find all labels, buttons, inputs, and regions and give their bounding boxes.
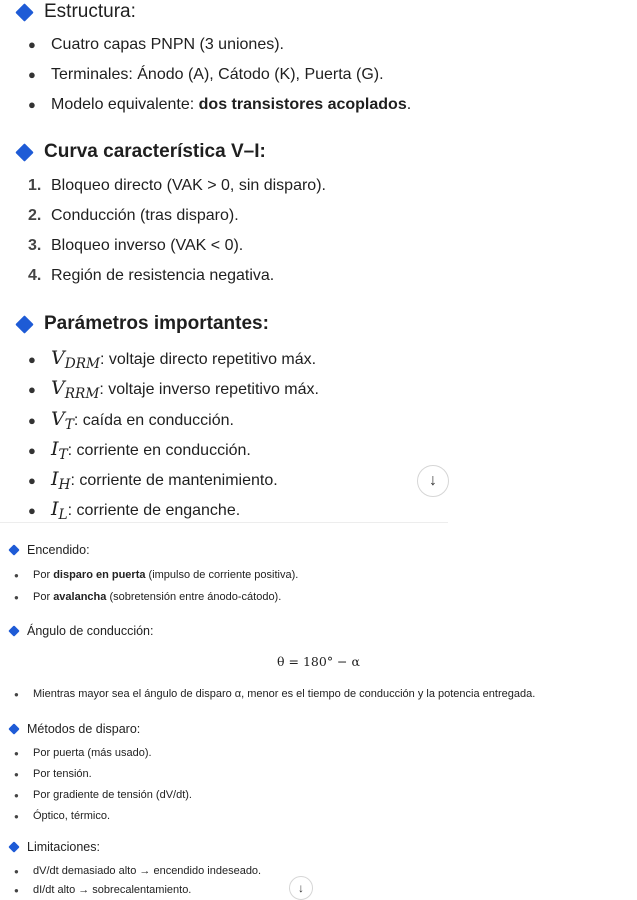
bullet-icon: ● xyxy=(28,413,36,428)
list-item: ● dV/dt demasiado alto → encendido indeseado. xyxy=(14,865,262,877)
symbol: $I_T$ xyxy=(51,438,68,464)
bullet-icon: ● xyxy=(28,37,36,52)
list-item: ● Por gradiente de tensión (dV/dt). xyxy=(14,789,192,801)
list-item: ● $I_T$ : corriente en conducción. xyxy=(28,438,251,464)
list-item: ● $V_{DRM}$ : voltaje directo repetitivo máx. xyxy=(28,347,317,373)
bullet-icon: ● xyxy=(28,382,36,397)
response-panel-large xyxy=(0,0,448,523)
symbol: $V_T$ xyxy=(51,408,74,434)
bullet-icon: ● xyxy=(28,443,36,458)
bullet-icon: ● xyxy=(14,791,19,800)
arrow-down-icon: ↓ xyxy=(429,472,437,489)
list-item: 3. Bloqueo inverso (VAK < 0). xyxy=(28,237,244,254)
list-item: ● Por tensión. xyxy=(14,768,92,780)
diamond-icon xyxy=(15,3,33,21)
bullet-icon: ● xyxy=(14,690,19,699)
heading-limitaciones: Limitaciones: xyxy=(10,840,100,854)
bullet-icon: ● xyxy=(28,503,36,518)
heading-parametros: Parámetros importantes: xyxy=(18,313,269,335)
bullet-icon: ● xyxy=(14,812,19,821)
list-item: ● $V_{RRM}$ : voltaje inverso repetitivo máx. xyxy=(28,377,319,403)
list-item: ● Mientras mayor sea el ángulo de disparo α, menor es el tiempo de conducción y la potencia entregada. xyxy=(14,688,536,700)
list-item: ● dI/dt alto → sobrecalentamiento. xyxy=(14,884,192,896)
heading-angulo: Ángulo de conducción: xyxy=(10,624,153,638)
bullet-icon: ● xyxy=(28,97,36,112)
list-item: ● Por puerta (más usado). xyxy=(14,747,152,759)
bullet-icon: ● xyxy=(28,473,36,488)
scroll-down-button[interactable] xyxy=(417,465,449,497)
bullet-icon: ● xyxy=(14,571,19,580)
diamond-icon xyxy=(15,315,33,333)
diamond-icon xyxy=(8,723,19,734)
heading-curva: Curva característica V–I: xyxy=(18,141,266,163)
diamond-icon xyxy=(8,625,19,636)
heading-encendido: Encendido: xyxy=(10,543,90,557)
list-item: ● $I_H$ : corriente de mantenimiento. xyxy=(28,468,278,494)
bullet-icon: ● xyxy=(28,67,36,82)
diamond-icon xyxy=(15,143,33,161)
list-item: ● Por disparo en puerta (impulso de corriente positiva). xyxy=(14,569,299,581)
list-item: 2. Conducción (tras disparo). xyxy=(28,207,239,224)
list-item: ● $V_T$ : caída en conducción. xyxy=(28,408,234,434)
symbol: $I_H$ xyxy=(51,468,71,494)
list-item: ● Modelo equivalente: dos transistores acoplados. xyxy=(28,96,412,113)
bullet-icon: ● xyxy=(14,770,19,779)
arrow-down-icon: ↓ xyxy=(298,881,304,895)
bullet-icon: ● xyxy=(14,593,19,602)
bullet-icon: ● xyxy=(28,352,36,367)
symbol: $I_L$ xyxy=(51,498,68,524)
symbol: $V_{RRM}$ xyxy=(51,377,100,403)
scroll-down-button-small[interactable] xyxy=(289,876,313,900)
symbol: $V_{DRM}$ xyxy=(51,347,100,373)
list-item: 4. Región de resistencia negativa. xyxy=(28,267,275,284)
list-item: ● $I_L$ : corriente de enganche. xyxy=(28,498,241,524)
list-item: ● Óptico, térmico. xyxy=(14,810,111,822)
heading-estructura: Estructura: xyxy=(18,1,136,23)
list-item: ● Cuatro capas PNPN (3 uniones). xyxy=(28,36,284,53)
bullet-icon: ● xyxy=(14,886,19,895)
formula: θ = 180° − α xyxy=(277,654,360,669)
diamond-icon xyxy=(8,544,19,555)
list-item: ● Terminales: Ánodo (A), Cátodo (K), Puerta (G). xyxy=(28,66,384,83)
list-item: 1. Bloqueo directo (VAK > 0, sin disparo). xyxy=(28,177,326,194)
bullet-icon: ● xyxy=(14,867,19,876)
diamond-icon xyxy=(8,841,19,852)
list-item: ● Por avalancha (sobretensión entre ánodo-cátodo). xyxy=(14,591,282,603)
bullet-icon: ● xyxy=(14,749,19,758)
heading-metodos: Métodos de disparo: xyxy=(10,722,140,736)
